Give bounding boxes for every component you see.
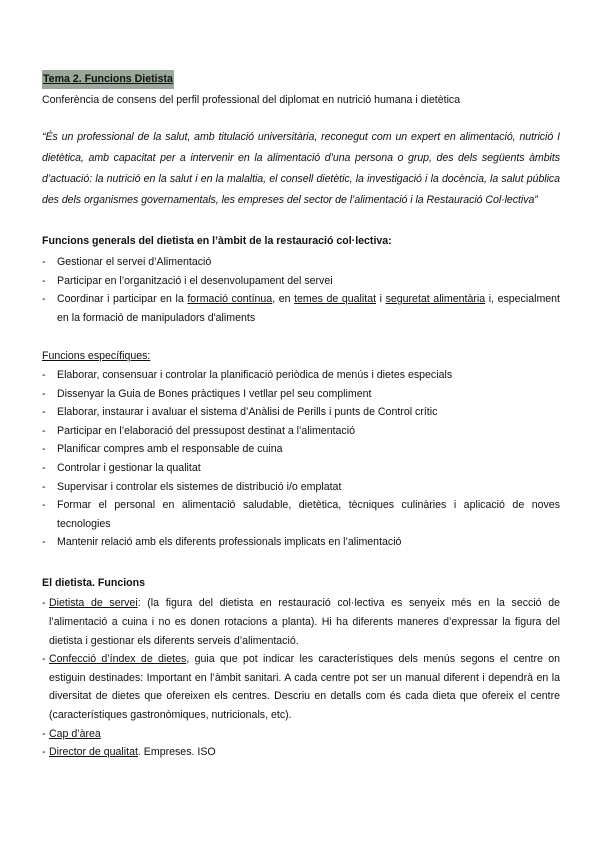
dash: -	[42, 653, 46, 666]
list-item: - Dissenyar la Guia de Bones pràctiques I vetllar pel seu compliment	[42, 385, 560, 404]
specific-functions-heading: Funcions específiques:	[42, 350, 151, 363]
document-title: Tema 2. Funcions Dietista	[42, 70, 174, 89]
list-item: - Supervisar i controlar els sistemes de distribució i/o emplatat	[42, 478, 560, 497]
food-safety-link[interactable]: seguretat alimentària	[385, 293, 486, 306]
text: i	[376, 293, 386, 306]
quality-topics-link[interactable]: temes de qualitat	[294, 293, 377, 306]
definition-quote: “És un professional de la salut, amb titulació universitària, reconegut com un expert en alimentació, nutrició I dietètica, amb capacitat per a intervenir en la alimentació d’una persona o grup, des dels següents àmbits d’actuació: la nutrició en la salut i en la malaltia, el consell dietètic, la investigació i la docència, la salut pública des dels organismes governamentals, les empreses del sector de l’alimentació i la Restauració Col·lectiva”	[42, 131, 560, 206]
continuous-training-link[interactable]: formació contínua	[187, 293, 273, 306]
general-functions-list	[42, 253, 560, 327]
text: . Empreses. ISO	[137, 746, 216, 759]
service-dietitian-link[interactable]: Dietista de servei	[49, 597, 138, 610]
title-line	[42, 68, 560, 89]
list-item: - Planificar compres amb el responsable de cuina	[42, 440, 560, 459]
list-item	[42, 290, 560, 327]
list-item: - Participar en l’elaboració del pressupost destinat a l’alimentació	[42, 422, 560, 441]
specific-functions-list	[42, 366, 560, 552]
quality-director-link[interactable]: Director de qualitat	[49, 746, 138, 759]
text: , guia que pot indicar les característiques dels menús segons el centre on estiguin destinades: Important en l’àmbit sanitari. A cada centre pot ser un manual diferent i dependrà en la diversitat de dietes que ofereixen els centres. Descriu en detalls com és cada dieta que ofereix el centre (característiques gastronòmiques, nutricionals, etc).	[49, 653, 560, 722]
text: i, especialment en la formació de manipuladors d'aliments	[57, 293, 560, 324]
list-item: - Mantenir relació amb els diferents professionals implicats en l’alimentació	[42, 533, 560, 552]
text: : (la figura del dietista en restauració col·lectiva es senyeix més en la secció de l’alimentació a cuina i no es donen rotacions a planta). Hi ha diferents maneres d’expressar la figura del dietista i gestionar els diferents serveis d’alimentació.	[49, 597, 560, 647]
list-item: - Formar el personal en alimentació saludable, dietètica, tècniques culinàries i aplicació de noves tecnologies	[42, 496, 560, 533]
text: , en	[272, 293, 295, 306]
list-item: - Elaborar, consensuar i controlar la planificació periòdica de menús i dietes especials	[42, 366, 560, 385]
list-item: - Gestionar el servei d’Alimentació	[42, 253, 560, 272]
list-item: - Elaborar, instaurar i avaluar el sistema d’Anàlisi de Perills i punts de Control crític	[42, 403, 560, 422]
dash: -	[42, 746, 46, 759]
document-subtitle: Conferència de consens del perfil professional del diplomat en nutrició humana i dietètica	[42, 93, 461, 106]
dietitian-service-paragraph	[42, 594, 560, 650]
diet-index-paragraph	[42, 650, 560, 724]
text: Coordinar i participar en la	[57, 293, 188, 306]
quality-director-paragraph	[42, 743, 560, 762]
list-item: - Participar en l’organització i el desenvolupament del servei	[42, 272, 560, 291]
dash: -	[42, 597, 46, 610]
general-functions-heading: Funcions generals del dietista en l’àmbit de la restauració col·lectiva:	[42, 235, 392, 248]
dietitian-functions-heading: El dietista. Funcions	[42, 576, 146, 589]
area-head-link[interactable]: Cap d’àrea	[49, 727, 101, 740]
dash: -	[42, 727, 46, 740]
diet-index-link[interactable]: Confecció d’índex de dietes	[49, 653, 187, 666]
area-head-paragraph	[42, 725, 560, 744]
document-page	[42, 68, 560, 762]
list-item: - Controlar i gestionar la qualitat	[42, 459, 560, 478]
